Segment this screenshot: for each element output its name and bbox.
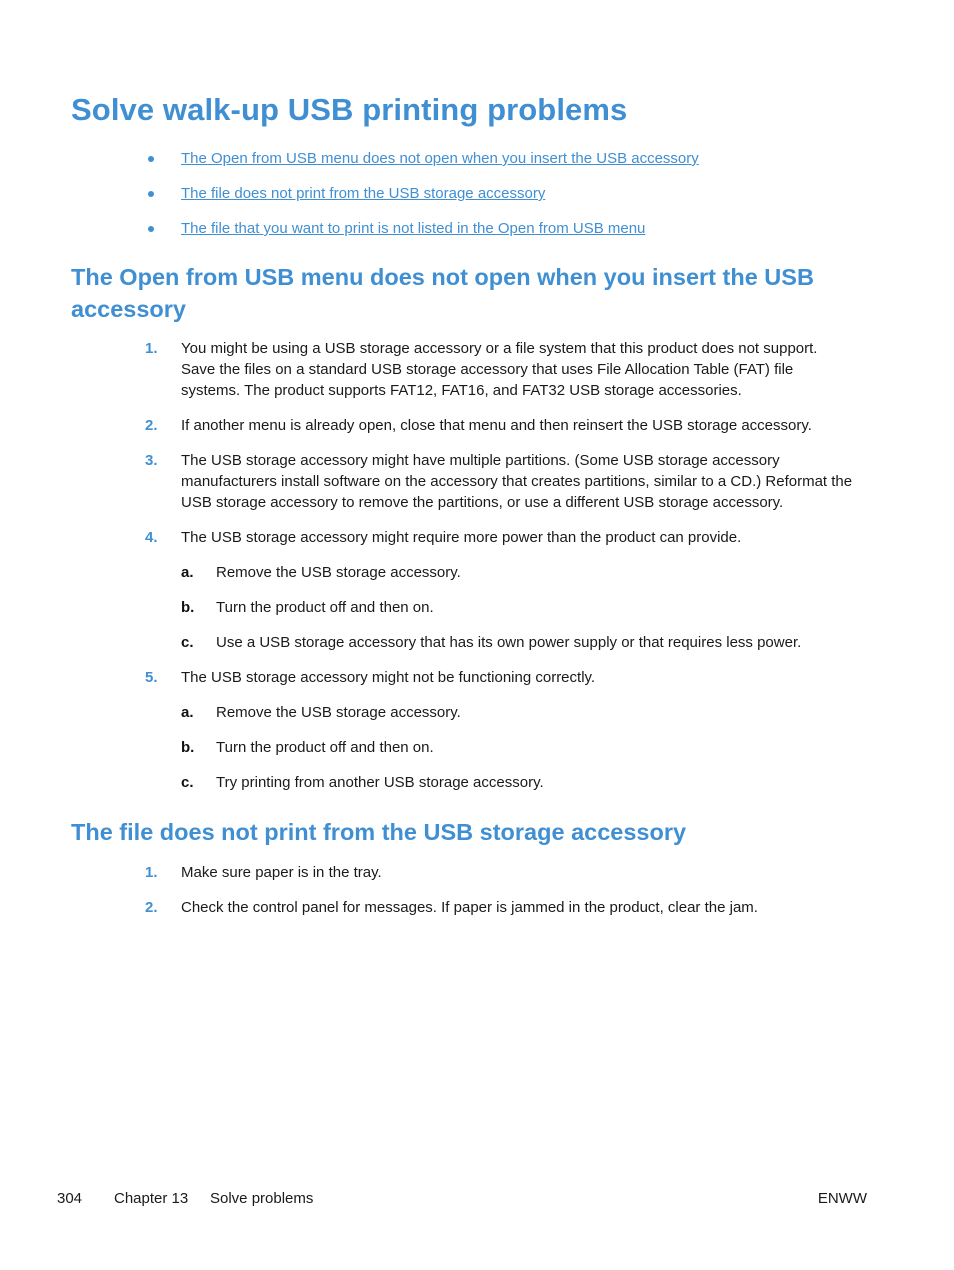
step-text: The USB storage accessory might require more power than the product can provide. (181, 529, 742, 546)
page-title: Solve walk-up USB printing problems (71, 92, 628, 127)
substep (181, 562, 855, 583)
substep-text: Remove the USB storage accessory. (216, 704, 461, 721)
bullet-icon (148, 226, 154, 232)
toc-link-open-from-usb[interactable]: The Open from USB menu does not open when you insert the USB accessory (181, 150, 699, 167)
toc-item (145, 183, 699, 218)
step-number: 5. (145, 669, 158, 686)
step-number: 2. (145, 899, 158, 916)
substep-letter: a. (181, 704, 194, 721)
steps-list-section1 (145, 338, 855, 807)
substep-text: Remove the USB storage accessory. (216, 564, 461, 581)
step-text: The USB storage accessory might not be functioning correctly. (181, 669, 596, 686)
toc-link-file-not-print[interactable]: The file does not print from the USB storage accessory (181, 185, 546, 202)
step-number: 3. (145, 452, 158, 469)
substep-letter: c. (181, 634, 194, 651)
toc-link-file-not-listed[interactable]: The file that you want to print is not listed in the Open from USB menu (181, 220, 646, 237)
step-text: You might be using a USB storage accessory or a file system that this product does not support. Save the files on a standard USB storage accessory that uses File Allocation Table (FAT) file systems. The product supports FAT12, FAT16, and FAT32 USB storage accessories. (181, 340, 818, 399)
step-number: 4. (145, 529, 158, 546)
chapter-title: Solve problems (210, 1190, 314, 1207)
section-heading-open-from-usb: The Open from USB menu does not open when you insert the USB accessory (71, 264, 814, 322)
section-heading-file-not-print: The file does not print from the USB storage accessory (71, 819, 687, 845)
substep (181, 597, 855, 618)
step-number: 1. (145, 340, 158, 357)
step (145, 527, 855, 653)
substeps-list (181, 702, 855, 793)
step (145, 862, 855, 883)
substep-letter: b. (181, 599, 195, 616)
step (145, 450, 855, 513)
substep-letter: b. (181, 739, 195, 756)
substep (181, 632, 855, 653)
step-text: Make sure paper is in the tray. (181, 864, 382, 881)
toc-item (145, 218, 699, 253)
substep (181, 772, 855, 793)
step-text: Check the control panel for messages. If paper is jammed in the product, clear the jam. (181, 899, 758, 916)
chapter-label: Chapter 13 (114, 1190, 189, 1207)
step (145, 338, 855, 401)
step (145, 897, 855, 918)
step-text: The USB storage accessory might have multiple partitions. (Some USB storage accessory manufacturers install software on the accessory that creates partitions, similar to a CD.) Reformat the USB storage accessory to remove the partitions, or use a different USB storage accessory. (181, 452, 853, 511)
substep (181, 702, 855, 723)
substep-letter: a. (181, 564, 194, 581)
substep-text: Turn the product off and then on. (216, 599, 434, 616)
footer-right-label: ENWW (817, 1190, 867, 1207)
step-number: 2. (145, 417, 158, 434)
substep-letter: c. (181, 774, 194, 791)
page-number: 304 (57, 1190, 83, 1207)
toc-list (145, 148, 699, 253)
bullet-icon (148, 191, 154, 197)
steps-list-section2 (145, 862, 855, 932)
step-text: If another menu is already open, close that menu and then reinsert the USB storage accessory. (181, 417, 812, 434)
toc-item (145, 148, 699, 183)
step-number: 1. (145, 864, 158, 881)
substep (181, 737, 855, 758)
substeps-list (181, 562, 855, 653)
substep-text: Turn the product off and then on. (216, 739, 434, 756)
step (145, 415, 855, 436)
substep-text: Use a USB storage accessory that has its own power supply or that requires less power. (216, 634, 802, 651)
bullet-icon (148, 156, 154, 162)
substep-text: Try printing from another USB storage accessory. (216, 774, 544, 791)
step (145, 667, 855, 793)
